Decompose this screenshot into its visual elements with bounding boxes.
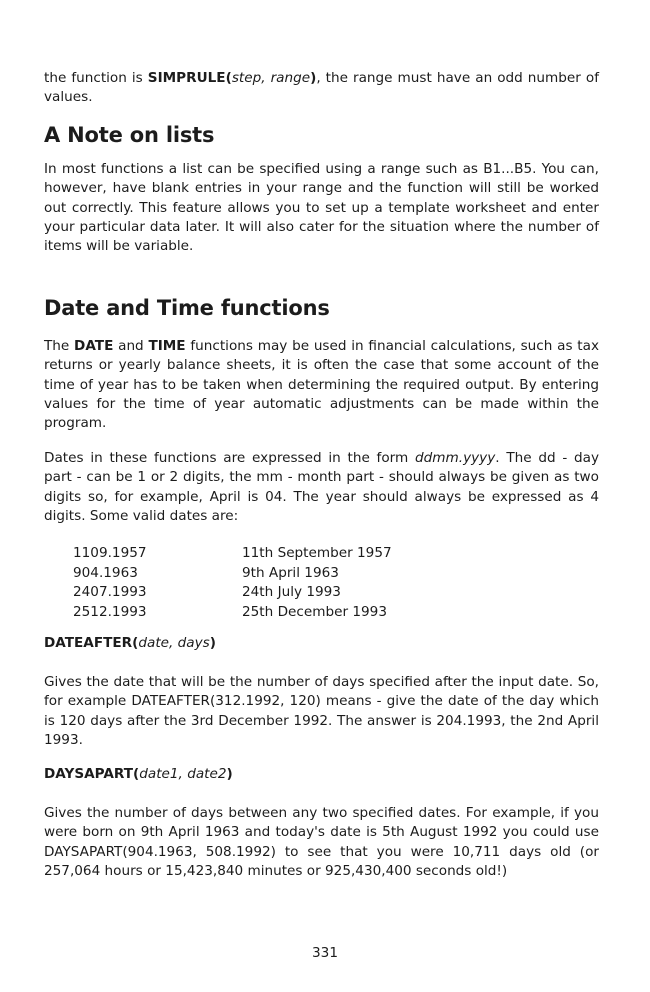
list-item <box>73 564 392 584</box>
time-keyword: TIME <box>148 338 186 354</box>
date-code: 904.1963 <box>73 564 138 581</box>
dateafter-close-paren: ) <box>209 635 216 651</box>
valid-dates-list <box>73 544 392 622</box>
intro-text-end: , the range must have an odd number of values. <box>44 70 599 106</box>
date-format-paragraph <box>44 449 599 526</box>
intro-text: the function is <box>44 70 148 86</box>
date-time-paragraph <box>44 337 599 433</box>
heading-date-time-functions: Date and Time functions <box>44 296 330 320</box>
page-number: 331 <box>312 945 338 961</box>
daysapart-description: Gives the number of days between any two specified dates. For example, if you were born on 9th April 1963 and today's date is 5th August 1992 you could use DAYSAPART(904.1963, 508.1992) to see that you were 10,711 days old (or 257,064 hours or 15,423,840 minutes or 925,430,400 seconds old!) <box>44 805 599 879</box>
date-text: 9th April 1963 <box>242 564 339 581</box>
dateafter-description: Gives the date that will be the number of days specified after the input date. So, for example DATEAFTER(312.1992, 120) means - give the date of the day which is 120 days after the 3rd December 1992. The answer is 204.1993, the 2nd April 1993. <box>44 674 599 748</box>
simprule-args: step, range <box>231 70 311 86</box>
date-code: 2512.1993 <box>73 603 147 620</box>
date-text: 25th December 1993 <box>242 603 387 620</box>
daysapart-args: date1, date2 <box>139 766 227 782</box>
date-text: 11th September 1957 <box>242 545 392 561</box>
list-item <box>73 583 392 603</box>
intro-paragraph <box>44 69 599 108</box>
date-format: ddmm.yyyy <box>415 450 496 466</box>
dateafter-args: date, days <box>138 635 210 651</box>
heading-note-on-lists: A Note on lists <box>44 123 215 147</box>
text: . The dd - day part - can be 1 or 2 digits, the mm - month part - should always be given as two digits so, for example, April is 04. The year should always be expressed as 4 digits. Some valid dates are: <box>44 450 599 524</box>
simprule-function-name: SIMPRULE( <box>147 70 232 86</box>
date-code: 1109.1957 <box>73 545 147 561</box>
daysapart-close-paren: ) <box>226 766 233 782</box>
simprule-close-paren: ) <box>310 70 317 86</box>
date-code: 2407.1993 <box>73 584 147 600</box>
text: Dates in these functions are expressed in the form <box>44 450 415 466</box>
daysapart-signature <box>44 765 233 784</box>
list-item <box>73 544 392 564</box>
dateafter-signature <box>44 634 216 653</box>
text: and <box>113 338 149 354</box>
dateafter-function-name: DATEAFTER( <box>44 635 139 651</box>
lists-paragraph: In most functions a list can be specified using a range such as B1...B5. You can, however, have blank entries in your range and the function will still be worked out correctly. This feature allows you to set up a template worksheet and enter your particular data later. It will also cater for the situation where the number of items will be variable. <box>44 161 599 255</box>
text: functions may be used in financial calculations, such as tax returns or yearly balance sheets, it is often the case that some account of the time of year has to be taken when determining the required output. By entering values for the time of year automatic adjustments can be made within the program. <box>44 338 600 432</box>
text: The <box>44 338 75 354</box>
date-keyword: DATE <box>74 338 114 354</box>
date-text: 24th July 1993 <box>242 584 341 600</box>
daysapart-function-name: DAYSAPART( <box>44 766 140 782</box>
list-item <box>73 603 392 623</box>
